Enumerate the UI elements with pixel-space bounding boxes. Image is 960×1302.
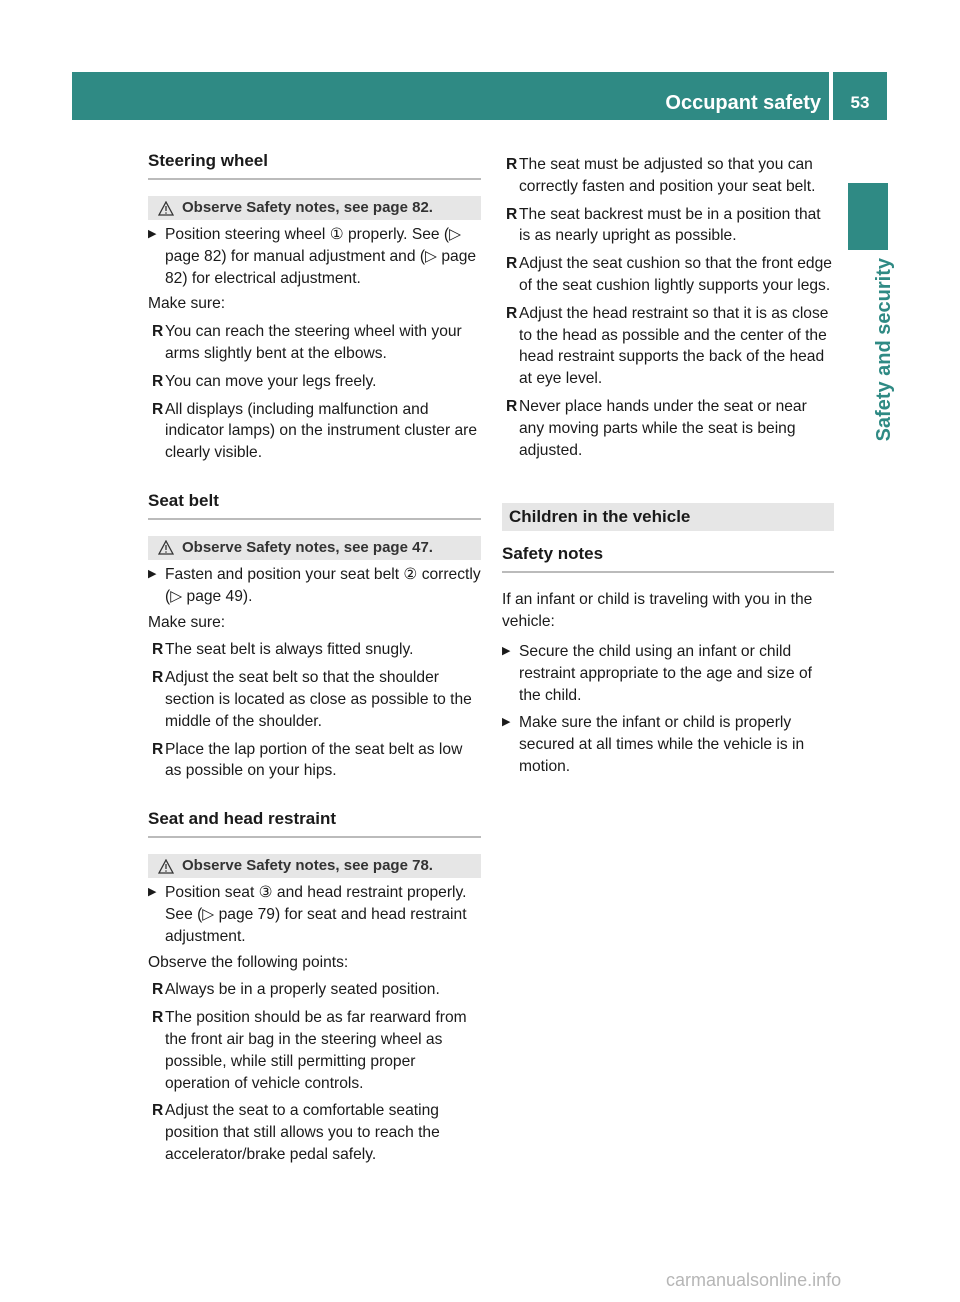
warning-icon [158, 540, 174, 555]
bullet-text: The seat belt is always fitted snugly. [165, 641, 414, 659]
arrow-icon: ▶ [502, 644, 511, 657]
steering-warning [148, 196, 481, 220]
seat-warning [148, 854, 481, 878]
steering-intro: Make sure: [148, 295, 226, 313]
bullet-icon: R [152, 400, 164, 418]
bullet-text: Always be in a properly seated position. [165, 981, 440, 999]
left-column [148, 150, 481, 1166]
list-item [502, 303, 834, 390]
bullet-icon: R [506, 205, 518, 223]
list-item [502, 154, 834, 198]
bullet-text: The seat backrest must be in a position that is as nearly upright as possible. [519, 205, 821, 245]
bullet-text: You can move your legs freely. [165, 372, 377, 390]
bullet-text: The seat must be adjusted so that you can correctly fasten and position your seat belt. [519, 156, 816, 195]
safety-intro: If an infant or child is traveling with you in the vehicle: [502, 591, 813, 631]
bullet-text: The position should be as far rearward from the front air bag in the steering wheel as possible, while still permitting proper operation of vehicle controls. [165, 1009, 467, 1092]
bullet-text: You can reach the steering wheel with your arms slightly bent at the elbows. [165, 323, 462, 362]
step-text: Secure the child using an infant or child restraint appropriate to the age and size of the child. [519, 642, 812, 704]
warning-text: Observe Safety notes, see page 47. [182, 538, 433, 556]
list-item [148, 667, 481, 732]
safety-notes-heading: Safety notes [502, 543, 834, 573]
arrow-icon: ▶ [502, 716, 511, 729]
warning-icon [158, 859, 174, 874]
steering-heading: Steering wheel [148, 150, 481, 180]
warning-text: Observe Safety notes, see page 78. [182, 857, 433, 875]
bullet-icon: R [152, 669, 164, 687]
bullet-icon: R [152, 740, 164, 758]
list-item [148, 371, 481, 393]
header-title: Occupant safety [665, 92, 821, 114]
list-item [148, 739, 481, 783]
side-label: Safety and security [873, 258, 895, 442]
right-column [502, 150, 834, 778]
list-item [148, 979, 481, 1001]
arrow-icon: ▶ [148, 567, 157, 580]
step-text: Make sure the infant or child is properly secured at all times while the vehicle is in motion. [519, 714, 805, 775]
side-tab [848, 183, 888, 250]
arrow-icon: ▶ [148, 228, 157, 240]
list-item [502, 204, 834, 248]
step-text: Position steering wheel ① properly. See (▷ page 82) for manual adjustment and (▷ page 82) for electrical adjustment. [165, 226, 477, 287]
steering-step [148, 224, 481, 289]
child-step [502, 712, 834, 777]
bullet-text: Place the lap portion of the seat belt as low as possible on your hips. [165, 740, 463, 780]
warning-icon [158, 201, 174, 216]
bullet-icon: R [152, 1009, 164, 1027]
seat-intro: Observe the following points: [148, 953, 349, 971]
belt-heading: Seat belt [148, 490, 481, 520]
belt-intro: Make sure: [148, 613, 226, 631]
bullet-icon: R [506, 304, 518, 322]
seat-heading: Seat and head restraint [148, 808, 481, 838]
list-item [148, 1100, 481, 1165]
list-item [502, 253, 834, 297]
bullet-icon: R [152, 372, 164, 390]
seat-step [148, 882, 481, 947]
page-number: 53 [833, 72, 887, 120]
arrow-icon: ▶ [148, 886, 157, 899]
list-item [148, 321, 481, 365]
bullet-icon: R [506, 156, 518, 173]
bullet-text: Adjust the seat to a comfortable seating position that still allows you to reach the accelerator/brake pedal safely. [165, 1102, 440, 1163]
belt-warning [148, 536, 481, 560]
bullet-icon: R [152, 981, 164, 999]
step-text: Position seat ③ and head restraint properly. See (▷ page 79) for seat and head restraint adjustment. [165, 884, 467, 945]
bullet-icon: R [152, 1102, 164, 1120]
list-item [148, 1007, 481, 1094]
bullet-text: Adjust the head restraint so that it is as close to the head as possible and the center of the head restraint supports the back of the head at eye level. [519, 304, 829, 388]
bullet-text: Never place hands under the seat or near any moving parts while the seat is being adjusted. [519, 397, 807, 459]
section-title: Children in the vehicle [502, 503, 834, 531]
child-step [502, 641, 834, 706]
belt-step [148, 564, 481, 608]
bullet-icon: R [152, 323, 164, 341]
list-item [148, 639, 481, 661]
list-item [148, 399, 481, 464]
bullet-icon: R [506, 255, 518, 273]
bullet-text: Adjust the seat cushion so that the front edge of the seat cushion lightly supports your legs. [519, 255, 832, 294]
warning-text: Observe Safety notes, see page 82. [182, 199, 433, 216]
bullet-text: Adjust the seat belt so that the shoulder section is located as close as possible to the middle of the shoulder. [165, 669, 472, 730]
bullet-text: All displays (including malfunction and indicator lamps) on the instrument cluster are clearly visible. [165, 400, 478, 462]
step-text: Fasten and position your seat belt ② correctly (▷ page 49). [165, 565, 481, 605]
bullet-icon: R [506, 397, 518, 415]
bullet-icon: R [152, 641, 164, 659]
list-item [502, 396, 834, 461]
watermark: carmanualsonline.info [666, 1270, 842, 1290]
